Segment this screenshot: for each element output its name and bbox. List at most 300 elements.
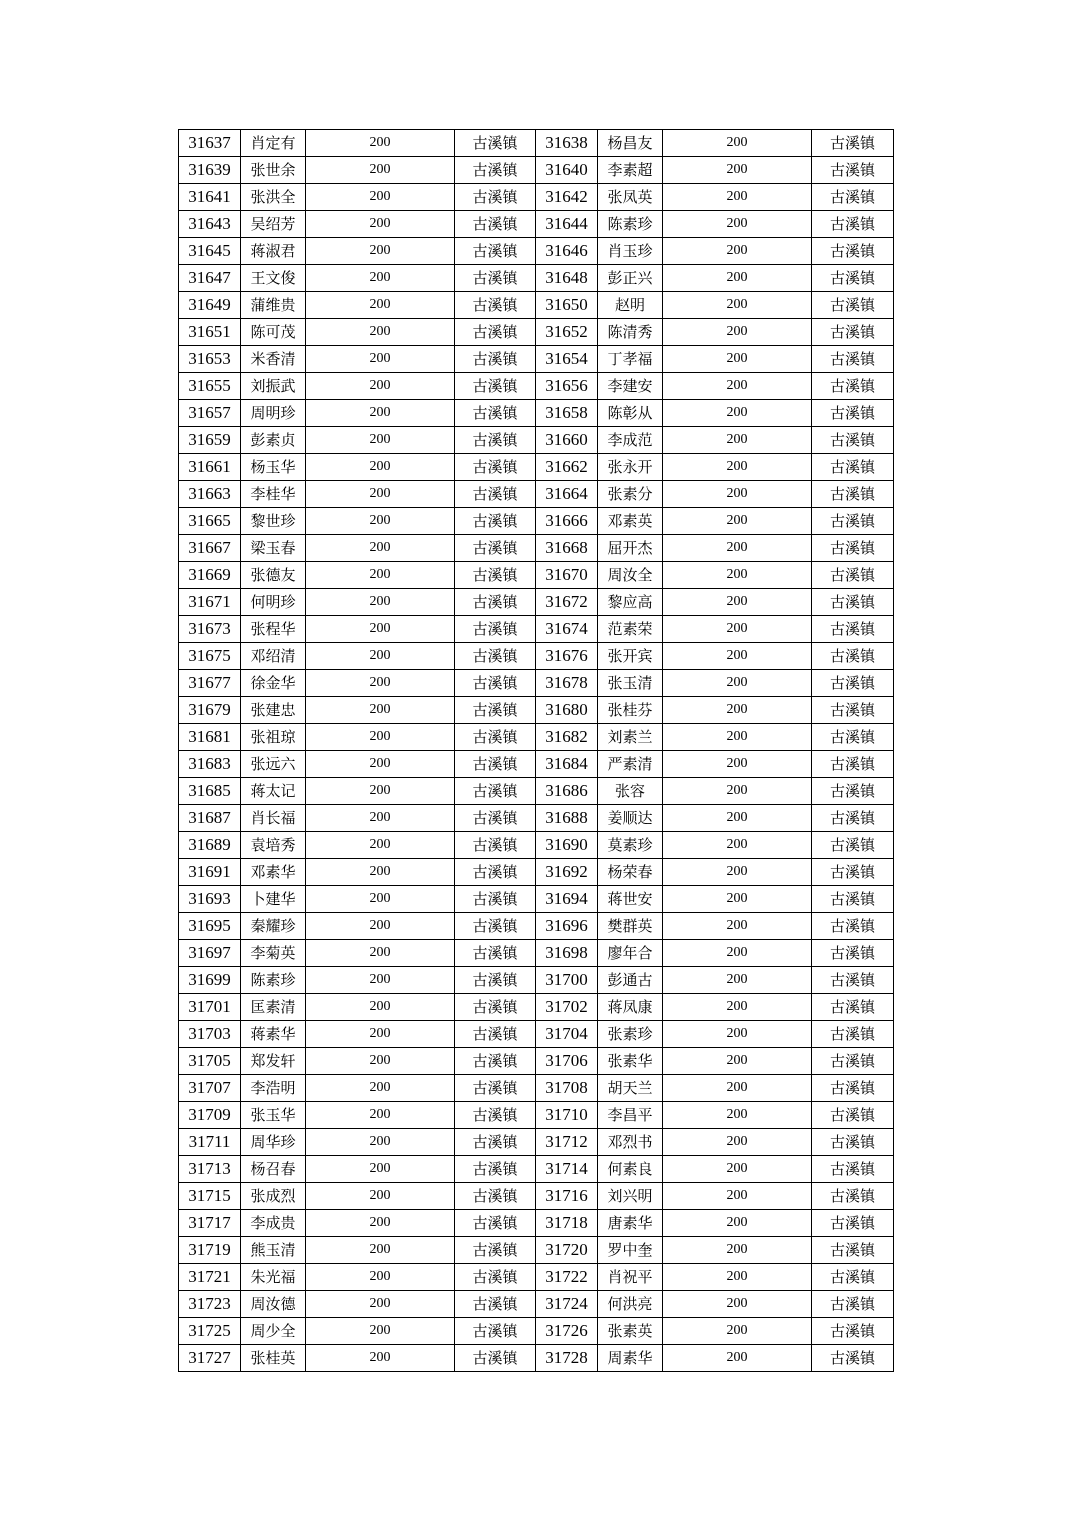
record-id-cell: 31678 xyxy=(536,670,598,697)
amount-cell: 200 xyxy=(306,373,455,400)
record-id-cell: 31693 xyxy=(179,886,241,913)
township-cell: 古溪镇 xyxy=(812,481,894,508)
township-cell: 古溪镇 xyxy=(812,1264,894,1291)
record-id-cell: 31709 xyxy=(179,1102,241,1129)
amount-cell: 200 xyxy=(306,697,455,724)
amount-cell: 200 xyxy=(663,886,812,913)
amount-cell: 200 xyxy=(663,1075,812,1102)
person-name-cell: 邓烈书 xyxy=(598,1129,663,1156)
amount-cell: 200 xyxy=(306,1156,455,1183)
person-name-cell: 唐素华 xyxy=(598,1210,663,1237)
record-id-cell: 31643 xyxy=(179,211,241,238)
amount-cell: 200 xyxy=(663,1264,812,1291)
person-name-cell: 陈可茂 xyxy=(241,319,306,346)
person-name-cell: 秦耀珍 xyxy=(241,913,306,940)
amount-cell: 200 xyxy=(663,1210,812,1237)
amount-cell: 200 xyxy=(306,1129,455,1156)
person-name-cell: 姜顺达 xyxy=(598,805,663,832)
township-cell: 古溪镇 xyxy=(455,373,536,400)
table-row xyxy=(179,967,894,994)
amount-cell: 200 xyxy=(663,292,812,319)
amount-cell: 200 xyxy=(306,967,455,994)
person-name-cell: 樊群英 xyxy=(598,913,663,940)
township-cell: 古溪镇 xyxy=(455,400,536,427)
amount-cell: 200 xyxy=(663,184,812,211)
township-cell: 古溪镇 xyxy=(455,1210,536,1237)
amount-cell: 200 xyxy=(306,1210,455,1237)
amount-cell: 200 xyxy=(663,994,812,1021)
amount-cell: 200 xyxy=(306,886,455,913)
amount-cell: 200 xyxy=(306,238,455,265)
township-cell: 古溪镇 xyxy=(812,616,894,643)
person-name-cell: 肖玉珍 xyxy=(598,238,663,265)
amount-cell: 200 xyxy=(663,1183,812,1210)
person-name-cell: 蒋素华 xyxy=(241,1021,306,1048)
person-name-cell: 张永开 xyxy=(598,454,663,481)
township-cell: 古溪镇 xyxy=(812,805,894,832)
person-name-cell: 张祖琼 xyxy=(241,724,306,751)
table-row xyxy=(179,562,894,589)
township-cell: 古溪镇 xyxy=(812,238,894,265)
township-cell: 古溪镇 xyxy=(455,319,536,346)
person-name-cell: 刘兴明 xyxy=(598,1183,663,1210)
person-name-cell: 刘振武 xyxy=(241,373,306,400)
township-cell: 古溪镇 xyxy=(812,940,894,967)
table-row xyxy=(179,481,894,508)
person-name-cell: 梁玉春 xyxy=(241,535,306,562)
township-cell: 古溪镇 xyxy=(812,1048,894,1075)
amount-cell: 200 xyxy=(306,1291,455,1318)
amount-cell: 200 xyxy=(306,1102,455,1129)
township-cell: 古溪镇 xyxy=(455,913,536,940)
amount-cell: 200 xyxy=(306,346,455,373)
person-name-cell: 李成贵 xyxy=(241,1210,306,1237)
person-name-cell: 袁培秀 xyxy=(241,832,306,859)
table-row xyxy=(179,1021,894,1048)
amount-cell: 200 xyxy=(663,130,812,157)
person-name-cell: 吴绍芳 xyxy=(241,211,306,238)
township-cell: 古溪镇 xyxy=(455,454,536,481)
person-name-cell: 张玉清 xyxy=(598,670,663,697)
record-id-cell: 31671 xyxy=(179,589,241,616)
amount-cell: 200 xyxy=(663,1291,812,1318)
amount-cell: 200 xyxy=(306,805,455,832)
record-id-cell: 31711 xyxy=(179,1129,241,1156)
person-name-cell: 张桂英 xyxy=(241,1345,306,1372)
person-name-cell: 何洪亮 xyxy=(598,1291,663,1318)
amount-cell: 200 xyxy=(306,859,455,886)
person-name-cell: 张成烈 xyxy=(241,1183,306,1210)
person-name-cell: 张容 xyxy=(598,778,663,805)
table-row xyxy=(179,913,894,940)
person-name-cell: 廖年合 xyxy=(598,940,663,967)
record-id-cell: 31666 xyxy=(536,508,598,535)
record-id-cell: 31642 xyxy=(536,184,598,211)
record-id-cell: 31669 xyxy=(179,562,241,589)
township-cell: 古溪镇 xyxy=(812,1156,894,1183)
person-name-cell: 米香清 xyxy=(241,346,306,373)
table-row xyxy=(179,832,894,859)
record-id-cell: 31699 xyxy=(179,967,241,994)
record-id-cell: 31724 xyxy=(536,1291,598,1318)
amount-cell: 200 xyxy=(306,535,455,562)
record-id-cell: 31668 xyxy=(536,535,598,562)
table-row xyxy=(179,292,894,319)
township-cell: 古溪镇 xyxy=(812,778,894,805)
amount-cell: 200 xyxy=(306,508,455,535)
amount-cell: 200 xyxy=(663,535,812,562)
amount-cell: 200 xyxy=(306,292,455,319)
township-cell: 古溪镇 xyxy=(455,562,536,589)
table-row xyxy=(179,427,894,454)
person-name-cell: 彭素贞 xyxy=(241,427,306,454)
amount-cell: 200 xyxy=(663,1102,812,1129)
roster-table-body xyxy=(179,130,894,1372)
record-id-cell: 31728 xyxy=(536,1345,598,1372)
township-cell: 古溪镇 xyxy=(812,1183,894,1210)
record-id-cell: 31706 xyxy=(536,1048,598,1075)
person-name-cell: 朱光福 xyxy=(241,1264,306,1291)
amount-cell: 200 xyxy=(663,1345,812,1372)
township-cell: 古溪镇 xyxy=(455,643,536,670)
amount-cell: 200 xyxy=(306,670,455,697)
record-id-cell: 31698 xyxy=(536,940,598,967)
table-row xyxy=(179,319,894,346)
table-row xyxy=(179,454,894,481)
township-cell: 古溪镇 xyxy=(812,751,894,778)
record-id-cell: 31686 xyxy=(536,778,598,805)
record-id-cell: 31651 xyxy=(179,319,241,346)
township-cell: 古溪镇 xyxy=(812,427,894,454)
amount-cell: 200 xyxy=(306,913,455,940)
person-name-cell: 周华珍 xyxy=(241,1129,306,1156)
amount-cell: 200 xyxy=(306,616,455,643)
amount-cell: 200 xyxy=(663,832,812,859)
table-row xyxy=(179,1291,894,1318)
record-id-cell: 31707 xyxy=(179,1075,241,1102)
table-row xyxy=(179,265,894,292)
amount-cell: 200 xyxy=(306,1048,455,1075)
record-id-cell: 31646 xyxy=(536,238,598,265)
table-row xyxy=(179,805,894,832)
amount-cell: 200 xyxy=(663,346,812,373)
record-id-cell: 31673 xyxy=(179,616,241,643)
person-name-cell: 蒋凤康 xyxy=(598,994,663,1021)
record-id-cell: 31725 xyxy=(179,1318,241,1345)
township-cell: 古溪镇 xyxy=(812,670,894,697)
table-row xyxy=(179,157,894,184)
person-name-cell: 周素华 xyxy=(598,1345,663,1372)
record-id-cell: 31682 xyxy=(536,724,598,751)
record-id-cell: 31676 xyxy=(536,643,598,670)
record-id-cell: 31695 xyxy=(179,913,241,940)
record-id-cell: 31685 xyxy=(179,778,241,805)
township-cell: 古溪镇 xyxy=(455,238,536,265)
amount-cell: 200 xyxy=(663,724,812,751)
record-id-cell: 31663 xyxy=(179,481,241,508)
township-cell: 古溪镇 xyxy=(812,157,894,184)
record-id-cell: 31705 xyxy=(179,1048,241,1075)
township-cell: 古溪镇 xyxy=(455,670,536,697)
amount-cell: 200 xyxy=(306,751,455,778)
person-name-cell: 周少全 xyxy=(241,1318,306,1345)
person-name-cell: 张洪全 xyxy=(241,184,306,211)
township-cell: 古溪镇 xyxy=(455,1129,536,1156)
township-cell: 古溪镇 xyxy=(812,1237,894,1264)
record-id-cell: 31683 xyxy=(179,751,241,778)
record-id-cell: 31653 xyxy=(179,346,241,373)
table-row xyxy=(179,400,894,427)
amount-cell: 200 xyxy=(306,427,455,454)
record-id-cell: 31713 xyxy=(179,1156,241,1183)
table-row xyxy=(179,1345,894,1372)
person-name-cell: 李建安 xyxy=(598,373,663,400)
person-name-cell: 周汝全 xyxy=(598,562,663,589)
person-name-cell: 范素荣 xyxy=(598,616,663,643)
amount-cell: 200 xyxy=(306,400,455,427)
table-row xyxy=(179,859,894,886)
amount-cell: 200 xyxy=(663,778,812,805)
table-row xyxy=(179,940,894,967)
township-cell: 古溪镇 xyxy=(455,1102,536,1129)
amount-cell: 200 xyxy=(663,481,812,508)
township-cell: 古溪镇 xyxy=(812,967,894,994)
township-cell: 古溪镇 xyxy=(455,535,536,562)
amount-cell: 200 xyxy=(663,913,812,940)
township-cell: 古溪镇 xyxy=(455,1318,536,1345)
record-id-cell: 31727 xyxy=(179,1345,241,1372)
person-name-cell: 罗中奎 xyxy=(598,1237,663,1264)
township-cell: 古溪镇 xyxy=(812,1210,894,1237)
record-id-cell: 31672 xyxy=(536,589,598,616)
person-name-cell: 陈素珍 xyxy=(241,967,306,994)
amount-cell: 200 xyxy=(306,265,455,292)
table-row xyxy=(179,1102,894,1129)
person-name-cell: 邓素华 xyxy=(241,859,306,886)
record-id-cell: 31638 xyxy=(536,130,598,157)
township-cell: 古溪镇 xyxy=(455,994,536,1021)
record-id-cell: 31701 xyxy=(179,994,241,1021)
table-row xyxy=(179,994,894,1021)
person-name-cell: 张凤英 xyxy=(598,184,663,211)
township-cell: 古溪镇 xyxy=(812,319,894,346)
amount-cell: 200 xyxy=(663,373,812,400)
township-cell: 古溪镇 xyxy=(812,454,894,481)
record-id-cell: 31661 xyxy=(179,454,241,481)
amount-cell: 200 xyxy=(306,1264,455,1291)
table-row xyxy=(179,211,894,238)
record-id-cell: 31657 xyxy=(179,400,241,427)
person-name-cell: 何明珍 xyxy=(241,589,306,616)
person-name-cell: 肖定有 xyxy=(241,130,306,157)
table-row xyxy=(179,886,894,913)
township-cell: 古溪镇 xyxy=(812,562,894,589)
township-cell: 古溪镇 xyxy=(812,508,894,535)
person-name-cell: 蒲维贵 xyxy=(241,292,306,319)
township-cell: 古溪镇 xyxy=(455,940,536,967)
record-id-cell: 31697 xyxy=(179,940,241,967)
township-cell: 古溪镇 xyxy=(455,1183,536,1210)
person-name-cell: 李素超 xyxy=(598,157,663,184)
township-cell: 古溪镇 xyxy=(812,184,894,211)
record-id-cell: 31637 xyxy=(179,130,241,157)
amount-cell: 200 xyxy=(306,643,455,670)
amount-cell: 200 xyxy=(663,670,812,697)
township-cell: 古溪镇 xyxy=(812,211,894,238)
township-cell: 古溪镇 xyxy=(812,643,894,670)
person-name-cell: 张建忠 xyxy=(241,697,306,724)
record-id-cell: 31687 xyxy=(179,805,241,832)
person-name-cell: 周汝德 xyxy=(241,1291,306,1318)
record-id-cell: 31681 xyxy=(179,724,241,751)
person-name-cell: 邓素英 xyxy=(598,508,663,535)
township-cell: 古溪镇 xyxy=(455,859,536,886)
township-cell: 古溪镇 xyxy=(812,1129,894,1156)
township-cell: 古溪镇 xyxy=(455,616,536,643)
township-cell: 古溪镇 xyxy=(455,1021,536,1048)
township-cell: 古溪镇 xyxy=(455,805,536,832)
township-cell: 古溪镇 xyxy=(455,508,536,535)
person-name-cell: 匡素清 xyxy=(241,994,306,1021)
township-cell: 古溪镇 xyxy=(455,184,536,211)
township-cell: 古溪镇 xyxy=(812,373,894,400)
township-cell: 古溪镇 xyxy=(455,1156,536,1183)
person-name-cell: 李昌平 xyxy=(598,1102,663,1129)
table-row xyxy=(179,643,894,670)
amount-cell: 200 xyxy=(306,778,455,805)
amount-cell: 200 xyxy=(663,1048,812,1075)
person-name-cell: 卜建华 xyxy=(241,886,306,913)
person-name-cell: 张桂芬 xyxy=(598,697,663,724)
person-name-cell: 周明珍 xyxy=(241,400,306,427)
record-id-cell: 31655 xyxy=(179,373,241,400)
record-id-cell: 31675 xyxy=(179,643,241,670)
amount-cell: 200 xyxy=(663,589,812,616)
amount-cell: 200 xyxy=(663,319,812,346)
table-row xyxy=(179,1264,894,1291)
person-name-cell: 张素分 xyxy=(598,481,663,508)
amount-cell: 200 xyxy=(306,211,455,238)
record-id-cell: 31716 xyxy=(536,1183,598,1210)
amount-cell: 200 xyxy=(663,211,812,238)
record-id-cell: 31652 xyxy=(536,319,598,346)
record-id-cell: 31722 xyxy=(536,1264,598,1291)
amount-cell: 200 xyxy=(663,1129,812,1156)
table-row xyxy=(179,346,894,373)
township-cell: 古溪镇 xyxy=(455,427,536,454)
record-id-cell: 31690 xyxy=(536,832,598,859)
person-name-cell: 黎应高 xyxy=(598,589,663,616)
record-id-cell: 31703 xyxy=(179,1021,241,1048)
person-name-cell: 彭通古 xyxy=(598,967,663,994)
township-cell: 古溪镇 xyxy=(455,778,536,805)
record-id-cell: 31708 xyxy=(536,1075,598,1102)
person-name-cell: 张远六 xyxy=(241,751,306,778)
amount-cell: 200 xyxy=(306,157,455,184)
amount-cell: 200 xyxy=(306,832,455,859)
township-cell: 古溪镇 xyxy=(455,886,536,913)
township-cell: 古溪镇 xyxy=(812,994,894,1021)
township-cell: 古溪镇 xyxy=(455,1264,536,1291)
amount-cell: 200 xyxy=(663,1318,812,1345)
person-name-cell: 张玉华 xyxy=(241,1102,306,1129)
amount-cell: 200 xyxy=(306,940,455,967)
record-id-cell: 31674 xyxy=(536,616,598,643)
record-id-cell: 31721 xyxy=(179,1264,241,1291)
record-id-cell: 31680 xyxy=(536,697,598,724)
person-name-cell: 何素良 xyxy=(598,1156,663,1183)
table-row xyxy=(179,751,894,778)
person-name-cell: 徐金华 xyxy=(241,670,306,697)
table-row xyxy=(179,778,894,805)
table-row xyxy=(179,508,894,535)
township-cell: 古溪镇 xyxy=(455,724,536,751)
record-id-cell: 31723 xyxy=(179,1291,241,1318)
township-cell: 古溪镇 xyxy=(812,697,894,724)
township-cell: 古溪镇 xyxy=(812,886,894,913)
amount-cell: 200 xyxy=(306,319,455,346)
record-id-cell: 31647 xyxy=(179,265,241,292)
amount-cell: 200 xyxy=(663,562,812,589)
township-cell: 古溪镇 xyxy=(812,1291,894,1318)
person-name-cell: 李成范 xyxy=(598,427,663,454)
record-id-cell: 31677 xyxy=(179,670,241,697)
record-id-cell: 31640 xyxy=(536,157,598,184)
person-name-cell: 杨玉华 xyxy=(241,454,306,481)
amount-cell: 200 xyxy=(306,1183,455,1210)
person-name-cell: 邓绍清 xyxy=(241,643,306,670)
record-id-cell: 31718 xyxy=(536,1210,598,1237)
record-id-cell: 31700 xyxy=(536,967,598,994)
amount-cell: 200 xyxy=(306,130,455,157)
record-id-cell: 31665 xyxy=(179,508,241,535)
record-id-cell: 31726 xyxy=(536,1318,598,1345)
township-cell: 古溪镇 xyxy=(812,265,894,292)
amount-cell: 200 xyxy=(663,967,812,994)
record-id-cell: 31696 xyxy=(536,913,598,940)
record-id-cell: 31694 xyxy=(536,886,598,913)
person-name-cell: 郑发轩 xyxy=(241,1048,306,1075)
record-id-cell: 31715 xyxy=(179,1183,241,1210)
amount-cell: 200 xyxy=(306,1021,455,1048)
table-row xyxy=(179,1075,894,1102)
township-cell: 古溪镇 xyxy=(455,1291,536,1318)
table-row xyxy=(179,1129,894,1156)
record-id-cell: 31679 xyxy=(179,697,241,724)
person-name-cell: 肖祝平 xyxy=(598,1264,663,1291)
record-id-cell: 31712 xyxy=(536,1129,598,1156)
record-id-cell: 31644 xyxy=(536,211,598,238)
amount-cell: 200 xyxy=(663,157,812,184)
record-id-cell: 31689 xyxy=(179,832,241,859)
amount-cell: 200 xyxy=(663,859,812,886)
amount-cell: 200 xyxy=(663,238,812,265)
person-name-cell: 杨召春 xyxy=(241,1156,306,1183)
township-cell: 古溪镇 xyxy=(455,481,536,508)
amount-cell: 200 xyxy=(306,184,455,211)
table-row xyxy=(179,130,894,157)
record-id-cell: 31659 xyxy=(179,427,241,454)
township-cell: 古溪镇 xyxy=(812,1345,894,1372)
record-id-cell: 31641 xyxy=(179,184,241,211)
person-name-cell: 屈开杰 xyxy=(598,535,663,562)
amount-cell: 200 xyxy=(306,454,455,481)
record-id-cell: 31717 xyxy=(179,1210,241,1237)
person-name-cell: 彭正兴 xyxy=(598,265,663,292)
person-name-cell: 蒋太记 xyxy=(241,778,306,805)
township-cell: 古溪镇 xyxy=(812,1021,894,1048)
record-id-cell: 31660 xyxy=(536,427,598,454)
